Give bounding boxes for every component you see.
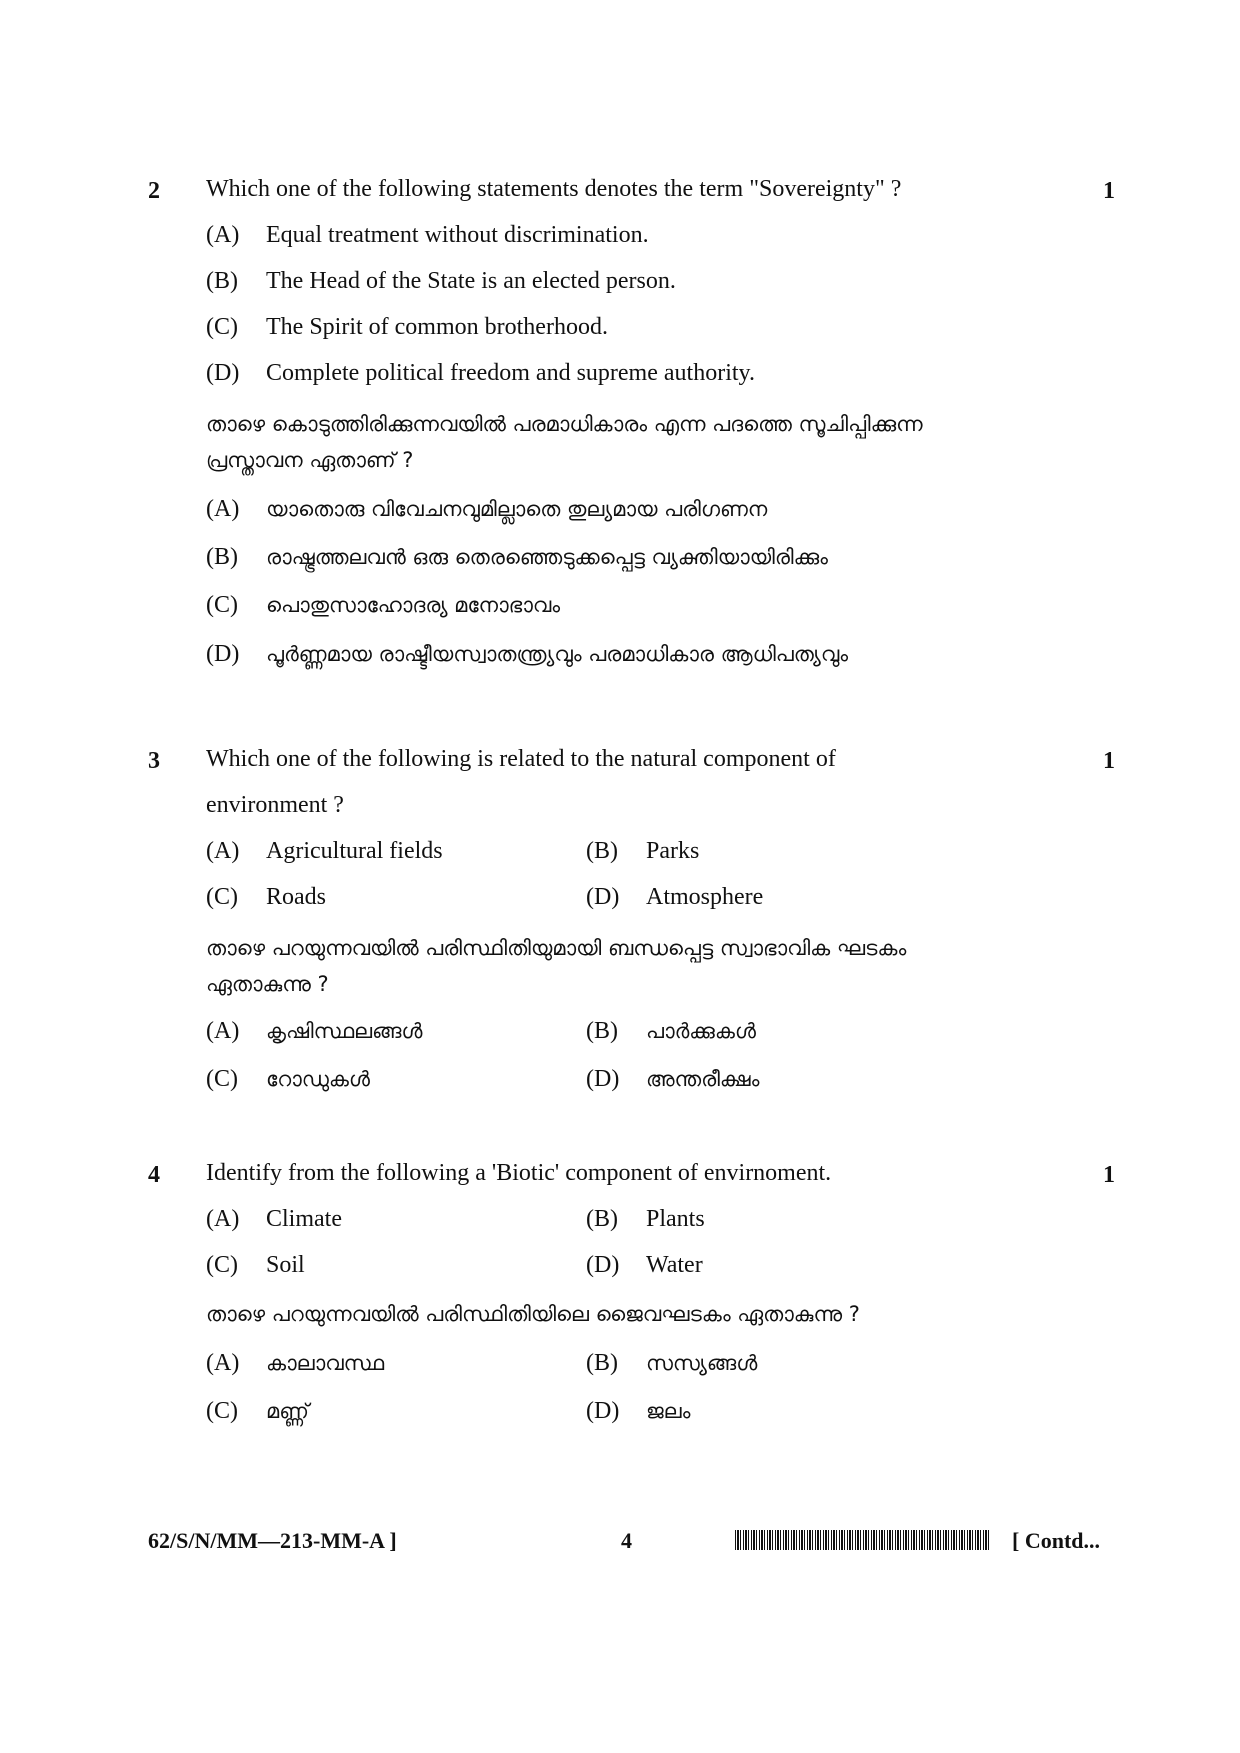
option-b: (B) The Head of the State is an elected person. [206, 268, 676, 294]
option-d: (D) Complete political freedom and supreme authority. [206, 360, 755, 386]
option-b: (B) Plants [586, 1206, 705, 1232]
question-text-cont: environment ? [206, 792, 344, 818]
option-d-malayalam: (D) ജലം [586, 1398, 691, 1424]
option-a-malayalam: (A) കാലാവസ്ഥ [206, 1350, 385, 1376]
option-c: (C) The Spirit of common brotherhood. [206, 314, 608, 340]
option-a-malayalam: (A) കൃഷിസ്ഥലങ്ങൾ [206, 1018, 423, 1044]
question-marks: 1 [1103, 1162, 1115, 1188]
option-d: (D) Atmosphere [586, 884, 764, 910]
question-text: Identify from the following a 'Biotic' component of envirnoment. [206, 1160, 832, 1186]
question-number: 3 [148, 748, 160, 774]
question-text-malayalam: താഴെ കൊടുത്തിരിക്കുന്നവയിൽ പരമാധികാരം എന്ന പദത്തെ സൂചിപ്പിക്കുന്ന [206, 412, 923, 436]
question-number: 2 [148, 178, 160, 204]
option-a-malayalam: (A) യാതൊരു വിവേചനവുമില്ലാതെ തുല്യമായ പരിഗണന [206, 496, 768, 522]
option-d: (D) Water [586, 1252, 703, 1278]
option-d-malayalam: (D) അന്തരീക്ഷം [586, 1066, 760, 1092]
paper-code: 62/S/N/MM—213-MM-A ] [148, 1528, 397, 1553]
barcode-image [735, 1530, 990, 1550]
option-c: (C) Roads [206, 884, 326, 910]
question-text-malayalam-cont: പ്രസ്താവന ഏതാണ് ? [206, 448, 414, 472]
option-c: (C) Soil [206, 1252, 305, 1278]
question-text-malayalam: താഴെ പറയുന്നവയിൽ പരിസ്ഥിതിയിലെ ജൈവഘടകം ഏതാകുന്നു ? [206, 1302, 860, 1326]
option-c-malayalam: (C) റോഡുകൾ [206, 1066, 370, 1092]
question-text: Which one of the following is related to the natural component of [206, 746, 836, 772]
option-d-malayalam: (D) പൂർണ്ണമായ രാഷ്ടീയസ്വാതന്ത്ര്യവും പരമാധികാര ആധിപത്യവും [206, 641, 849, 667]
page-number: 4 [621, 1528, 632, 1553]
option-b-malayalam: (B) രാഷ്ട്രത്തലവൻ ഒരു തെരഞ്ഞെടുക്കപ്പെട്ട വ്യക്തിയായിരിക്കും [206, 544, 828, 570]
option-b: (B) Parks [586, 838, 700, 864]
question-text: Which one of the following statements denotes the term "Sovereignty" ? [206, 176, 902, 202]
option-a: (A) Equal treatment without discrimination. [206, 222, 649, 248]
option-c-malayalam: (C) മണ്ണ് [206, 1398, 309, 1424]
question-text-malayalam-cont: ഏതാകുന്നു ? [206, 972, 329, 996]
question-number: 4 [148, 1162, 160, 1188]
option-b-malayalam: (B) സസ്യങ്ങൾ [586, 1350, 758, 1376]
continued-label: [ Contd... [1012, 1528, 1101, 1553]
question-marks: 1 [1103, 178, 1115, 204]
option-c-malayalam: (C) പൊതുസാഹോദര്യ മനോഭാവം [206, 592, 561, 618]
question-marks: 1 [1103, 748, 1115, 774]
option-a: (A) Climate [206, 1206, 342, 1232]
question-text-malayalam: താഴെ പറയുന്നവയിൽ പരിസ്ഥിതിയുമായി ബന്ധപ്പെട്ട സ്വാഭാവിക ഘടകം [206, 936, 907, 960]
option-a: (A) Agricultural fields [206, 838, 443, 864]
option-b-malayalam: (B) പാർക്കുകൾ [586, 1018, 756, 1044]
